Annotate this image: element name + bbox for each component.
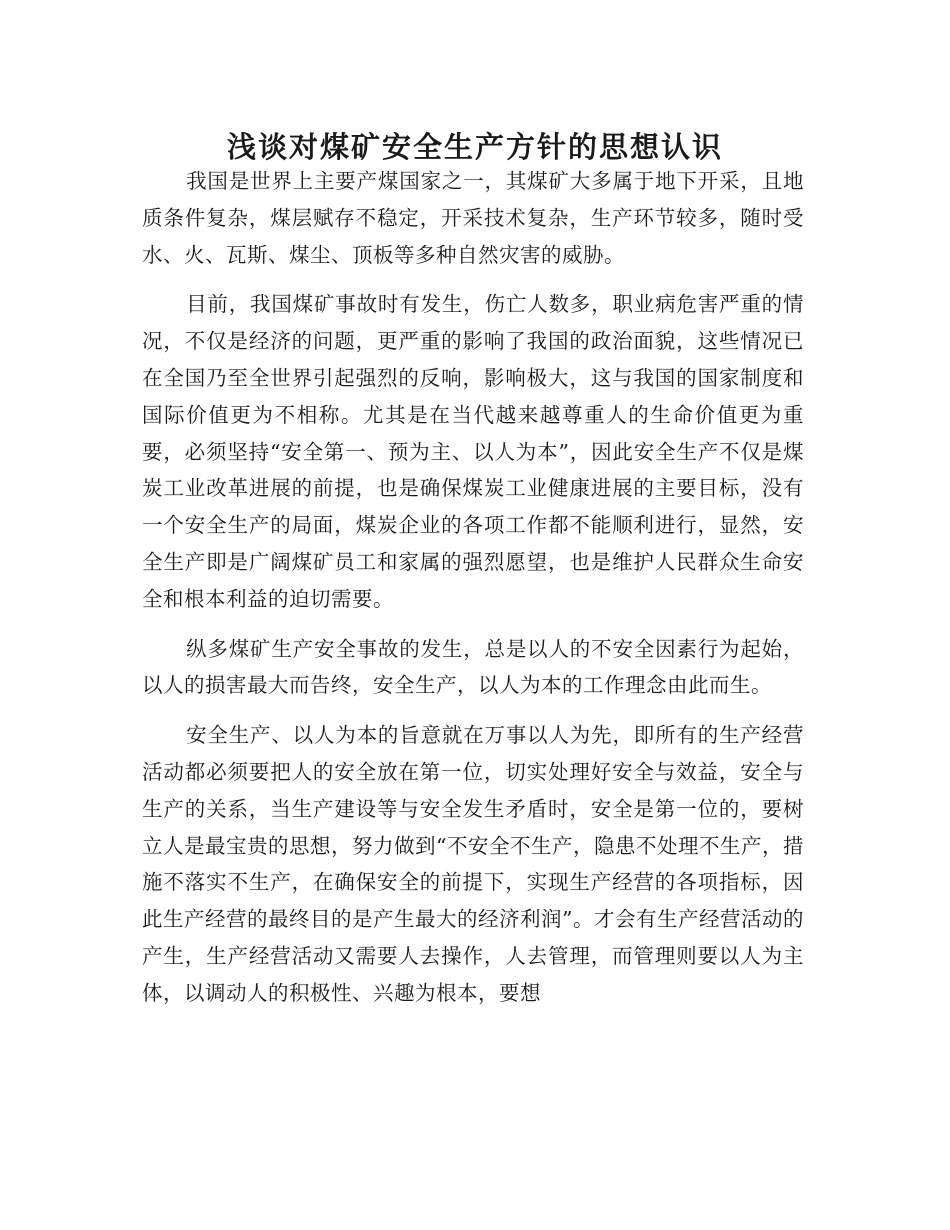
document-body — [142, 163, 804, 1012]
paragraph-4: 安全生产、以人为本的旨意就在万事以人为先，即所有的生产经营活动都必须要把人的安全放在第一位，切实处理好安全与效益，安全与生产的关系，当生产建设等与安全发生矛盾时，安全是第一位的，要树立人是最宝贵的思想，努力做到“不安全不生产，隐患不处理不生产，措施不落实不生产，在确保安全的前提下，实现生产经营的各项指标，因此生产经营的最终目的是产生最大的经济利润”。才会有生产经营活动的产生，生产经营活动又需要人去操作，人去管理，而管理则要以人为主体，以调动人的积极性、兴趣为根本，要想 — [142, 723, 804, 1005]
paragraph-2: 目前，我国煤矿事故时有发生，伤亡人数多，职业病危害严重的情况，不仅是经济的问题，更严重的影响了我国的政治面貌，这些情况已在全国乃至全世界引起强烈的反响，影响极大，这与我国的国家制度和国际价值更为不相称。尤其是在当代越来越尊重人的生命价值更为重要，必须坚持“安全第一、预为主、以人为本”，因此安全生产不仅是煤炭工业改革进展的前提，也是确保煤炭工业健康进展的主要目标，没有一个安全生产的局面，煤炭企业的各项工作都不能顺利进行，显然，安全生产即是广阔煤矿员工和家属的强烈愿望，也是维护人民群众生命安全和根本利益的迫切需要。 — [142, 292, 804, 611]
paragraph-3: 纵多煤矿生产安全事故的发生，总是以人的不安全因素行为起始，以人的损害最大而告终，安全生产，以人为本的工作理念由此而生。 — [142, 636, 804, 698]
document-title: 浅谈对煤矿安全生产方针的思想认识 — [226, 130, 723, 165]
paragraph-1: 我国是世界上主要产煤国家之一，其煤矿大多属于地下开采，且地质条件复杂，煤层赋存不稳定，开采技术复杂，生产环节较多，随时受水、火、瓦斯、煤尘、顶板等多种自然灾害的威胁。 — [142, 169, 804, 267]
